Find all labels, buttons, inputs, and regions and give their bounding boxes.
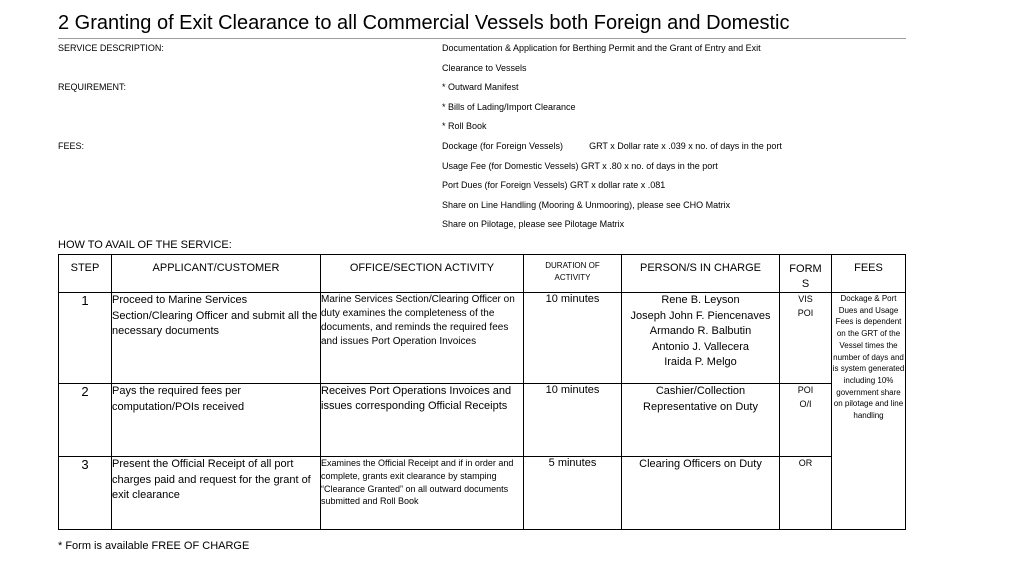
info-text: Usage Fee (for Domestic Vessels) GRT x .80 x no. of days in the port [442,160,718,171]
info-text: Share on Pilotage, please see Pilotage Matrix [442,219,625,230]
person-name: Clearing Officers on Duty [639,458,762,470]
info-label-requirement: REQUIREMENT: [58,82,127,93]
form-code: OR [798,458,813,468]
form-code: VIS [798,294,813,304]
forms [780,384,832,457]
form-code: O/I [799,398,812,409]
applicant-action: Present the Official Receipt of all port charges paid and request for the grant of exit clearance [112,457,321,530]
fees-note: Dockage & Port Dues and Usage Fees is dependent on the GRT of the Vessel times the number of days and is system generated including 10% government share on pilotage and line handling [832,293,906,530]
header-duration-line2: ACTIVITY [554,273,591,282]
info-text: * Roll Book [442,121,487,132]
info-text: Port Dues (for Foreign Vessels) GRT x dollar rate x .081 [442,180,666,191]
form-code: POI [797,307,814,318]
info-row [58,215,908,235]
info-label-service-description: SERVICE DESCRIPTION: [58,43,164,53]
service-info [58,39,908,235]
step-number: 1 [59,293,112,384]
info-row [58,117,908,137]
person-name: Armando R. Balbutin [649,325,752,337]
header-forms-line1: FORM [789,263,822,275]
forms [780,457,832,530]
persons-in-charge [622,293,780,384]
header-step: STEP [59,255,112,293]
info-text: Documentation & Application for Berthing Permit and the Grant of Entry and Exit [442,43,761,53]
persons-in-charge [622,457,780,530]
office-activity: Marine Services Section/Clearing Officer on duty examines the completeness of the documents, and reminds the required fees and issues Port Operation Invoices [321,293,524,384]
header-persons: PERSON/S IN CHARGE [622,255,780,293]
header-forms-line2: S [801,278,810,290]
persons-in-charge [622,384,780,457]
step-number: 2 [59,384,112,457]
info-label-fees: FEES: [58,140,85,151]
header-forms [780,255,832,293]
table-row [59,293,906,384]
applicant-action: Pays the required fees per computation/POIs received [112,384,321,457]
person-name: Cashier/Collection [655,385,746,397]
info-text [442,141,782,151]
header-fees: FEES [832,255,906,293]
header-duration-line1: DURATION OF [545,261,600,270]
how-to-avail-heading: HOW TO AVAIL OF THE SERVICE: [58,239,232,251]
info-row [58,59,908,79]
info-text: Clearance to Vessels [442,62,527,73]
info-row [58,137,908,157]
info-row [58,196,908,216]
office-activity: Receives Port Operations Invoices and issues corresponding Official Receipts [321,384,524,457]
header-applicant: APPLICANT/CUSTOMER [112,255,321,293]
person-name: Antonio J. Vallecera [651,340,750,353]
dockage-formula: GRT x Dollar rate x .039 x no. of days in the port [589,140,782,151]
table-row [59,384,906,457]
duration: 5 minutes [524,457,622,530]
header-duration [524,255,622,293]
dockage-label: Dockage (for Foreign Vessels) [442,140,564,151]
info-text: Share on Line Handling (Mooring & Unmooring), please see CHO Matrix [442,199,731,210]
info-row [58,98,908,118]
table-header-row [59,255,906,293]
header-office-activity: OFFICE/SECTION ACTIVITY [321,255,524,293]
table-row [59,457,906,530]
person-name: Rene B. Leyson [661,294,740,306]
info-text: * Bills of Lading/Import Clearance [442,101,576,112]
office-activity: Examines the Official Receipt and if in order and complete, grants exit clearance by stamping “Clearance Granted” on all outward documents submitted and Roll Book [321,457,524,530]
applicant-action: Proceed to Marine Services Section/Clearing Officer and submit all the necessary documents [112,293,321,384]
info-row [58,157,908,177]
person-name: Iraida P. Melgo [664,356,737,368]
step-number: 3 [59,457,112,530]
info-text: * Outward Manifest [442,82,519,93]
duration: 10 minutes [524,384,622,457]
info-row [58,78,908,98]
duration: 10 minutes [524,293,622,384]
person-name: Joseph John F. Piencenaves [630,309,771,322]
person-name: Representative on Duty [643,400,758,413]
page-title: 2 Granting of Exit Clearance to all Commercial Vessels both Foreign and Domestic [58,10,906,39]
info-row [58,176,908,196]
forms [780,293,832,384]
info-row [58,39,908,59]
footnote: * Form is available FREE OF CHARGE [58,540,250,552]
form-code: POI [797,385,814,395]
procedure-table [58,254,906,530]
